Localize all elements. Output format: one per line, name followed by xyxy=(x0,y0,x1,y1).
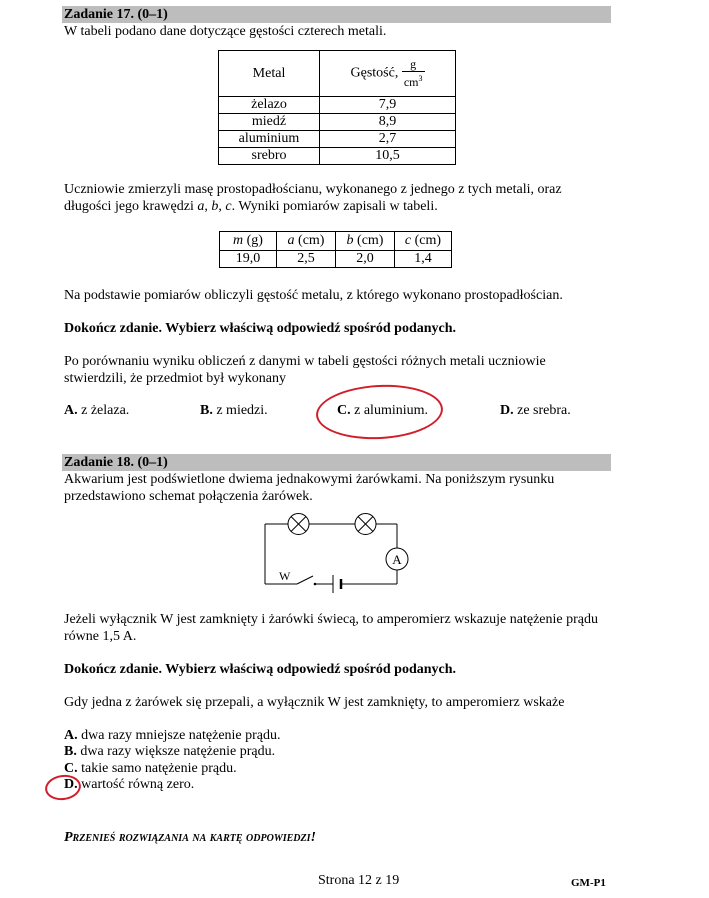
density-unit-numerator: g xyxy=(402,58,425,72)
density-header-metal: Metal xyxy=(219,51,320,97)
density-value-cell: 7,9 xyxy=(320,97,456,114)
measure-value-a: 2,5 xyxy=(277,251,336,268)
task17-header: Zadanie 17. (0–1) xyxy=(62,6,611,23)
bulb-icon xyxy=(355,514,376,535)
task17-option-d[interactable]: D. ze srebra. xyxy=(500,403,571,418)
measure-value-m: 19,0 xyxy=(220,251,277,268)
task18-option-d[interactable]: D. wartość równą zero. xyxy=(64,777,195,792)
ammeter-icon xyxy=(386,548,408,570)
bulb-icon xyxy=(288,514,309,535)
switch-label: W xyxy=(279,569,291,583)
task17-instruction: Dokończ zdanie. Wybierz właściwą odpowiedź spośród podanych. xyxy=(64,321,457,336)
edge-a: a xyxy=(197,199,205,214)
measure-value-b: 2,0 xyxy=(336,251,395,268)
task18-stem: Gdy jedna z żarówek się przepali, a wyłącznik W jest zamknięty, to amperomierz wskaże xyxy=(64,695,565,710)
edge-b: b xyxy=(211,199,219,214)
edge-c: c xyxy=(225,199,232,214)
density-metal-cell: srebro xyxy=(219,148,320,165)
task17-option-a[interactable]: A. z żelaza. xyxy=(64,403,130,418)
task18-header: Zadanie 18. (0–1) xyxy=(62,454,611,471)
table-row xyxy=(219,114,456,131)
density-header-density xyxy=(320,51,456,97)
transfer-note: Przenieś rozwiązania na kartę odpowiedzi! xyxy=(64,830,316,845)
switch-icon xyxy=(279,569,316,585)
measure-value-c: 1,4 xyxy=(395,251,452,268)
ammeter-label: A xyxy=(392,552,402,567)
measure-header-c: c (cm) xyxy=(395,232,452,251)
measure-text-line1: Uczniowie zmierzyli masę prostopadłościanu, wykonanego z jednego z tych metali, oraz xyxy=(64,182,562,197)
measure-header-a: a (cm) xyxy=(277,232,336,251)
table-row xyxy=(219,148,456,165)
density-value-cell: 2,7 xyxy=(320,131,456,148)
task18-condition-line2: równe 1,5 A. xyxy=(64,629,137,644)
density-value-cell: 10,5 xyxy=(320,148,456,165)
task18-option-c[interactable]: C. takie samo natężenie prądu. xyxy=(64,761,237,776)
density-table xyxy=(218,50,456,165)
task18-option-b[interactable]: B. dwa razy większe natężenie prądu. xyxy=(64,744,276,759)
measurement-table xyxy=(219,231,452,268)
calc-text: Na podstawie pomiarów obliczyli gęstość metalu, z którego wykonano prostopadłościan. xyxy=(64,288,563,303)
task17-intro: W tabeli podano dane dotyczące gęstości czterech metali. xyxy=(64,24,387,39)
task17-stem-line2: stwierdzili, że przedmiot był wykonany xyxy=(64,371,286,386)
task18-instruction: Dokończ zdanie. Wybierz właściwą odpowiedź spośród podanych. xyxy=(64,662,457,677)
task17-option-c[interactable]: C. z aluminium. xyxy=(337,403,429,418)
density-metal-cell: żelazo xyxy=(219,97,320,114)
density-unit-denominator: $cm^3$ xyxy=(403,74,423,89)
table-row xyxy=(219,131,456,148)
task18-option-a[interactable]: A. dwa razy mniejsze natężenie prądu. xyxy=(64,728,281,743)
circuit-diagram xyxy=(255,505,415,595)
table-row xyxy=(219,97,456,114)
measure-header-m: m (g) xyxy=(220,232,277,251)
measure-text-line2: długości jego krawędzi a, b, c. Wyniki pomiarów zapisali w tabeli. xyxy=(64,199,438,214)
measure-header-b: b (cm) xyxy=(336,232,395,251)
task18-intro-line2: przedstawiono schemat połączenia żarówek. xyxy=(64,489,313,504)
density-unit xyxy=(402,58,425,89)
task17-stem-line1: Po porównaniu wyniku obliczeń z danymi w tabeli gęstości różnych metali uczniowie xyxy=(64,354,546,369)
page-number: Strona 12 z 19 xyxy=(318,873,400,888)
answer-circle-task17 xyxy=(315,382,445,443)
density-value-cell: 8,9 xyxy=(320,114,456,131)
table-row xyxy=(220,251,452,268)
battery-icon xyxy=(333,575,341,593)
task18-condition-line1: Jeżeli wyłącznik W jest zamknięty i żarówki świecą, to amperomierz wskazuje natężenie prądu xyxy=(64,612,598,627)
task17-option-b[interactable]: B. z miedzi. xyxy=(200,403,268,418)
task18-intro-line1: Akwarium jest podświetlone dwiema jednakowymi żarówkami. Na poniższym rysunku xyxy=(64,472,555,487)
density-header-label: Gęstość, xyxy=(350,65,399,81)
exam-code: GM-P1 xyxy=(571,877,606,889)
density-metal-cell: aluminium xyxy=(219,131,320,148)
density-metal-cell: miedź xyxy=(219,114,320,131)
